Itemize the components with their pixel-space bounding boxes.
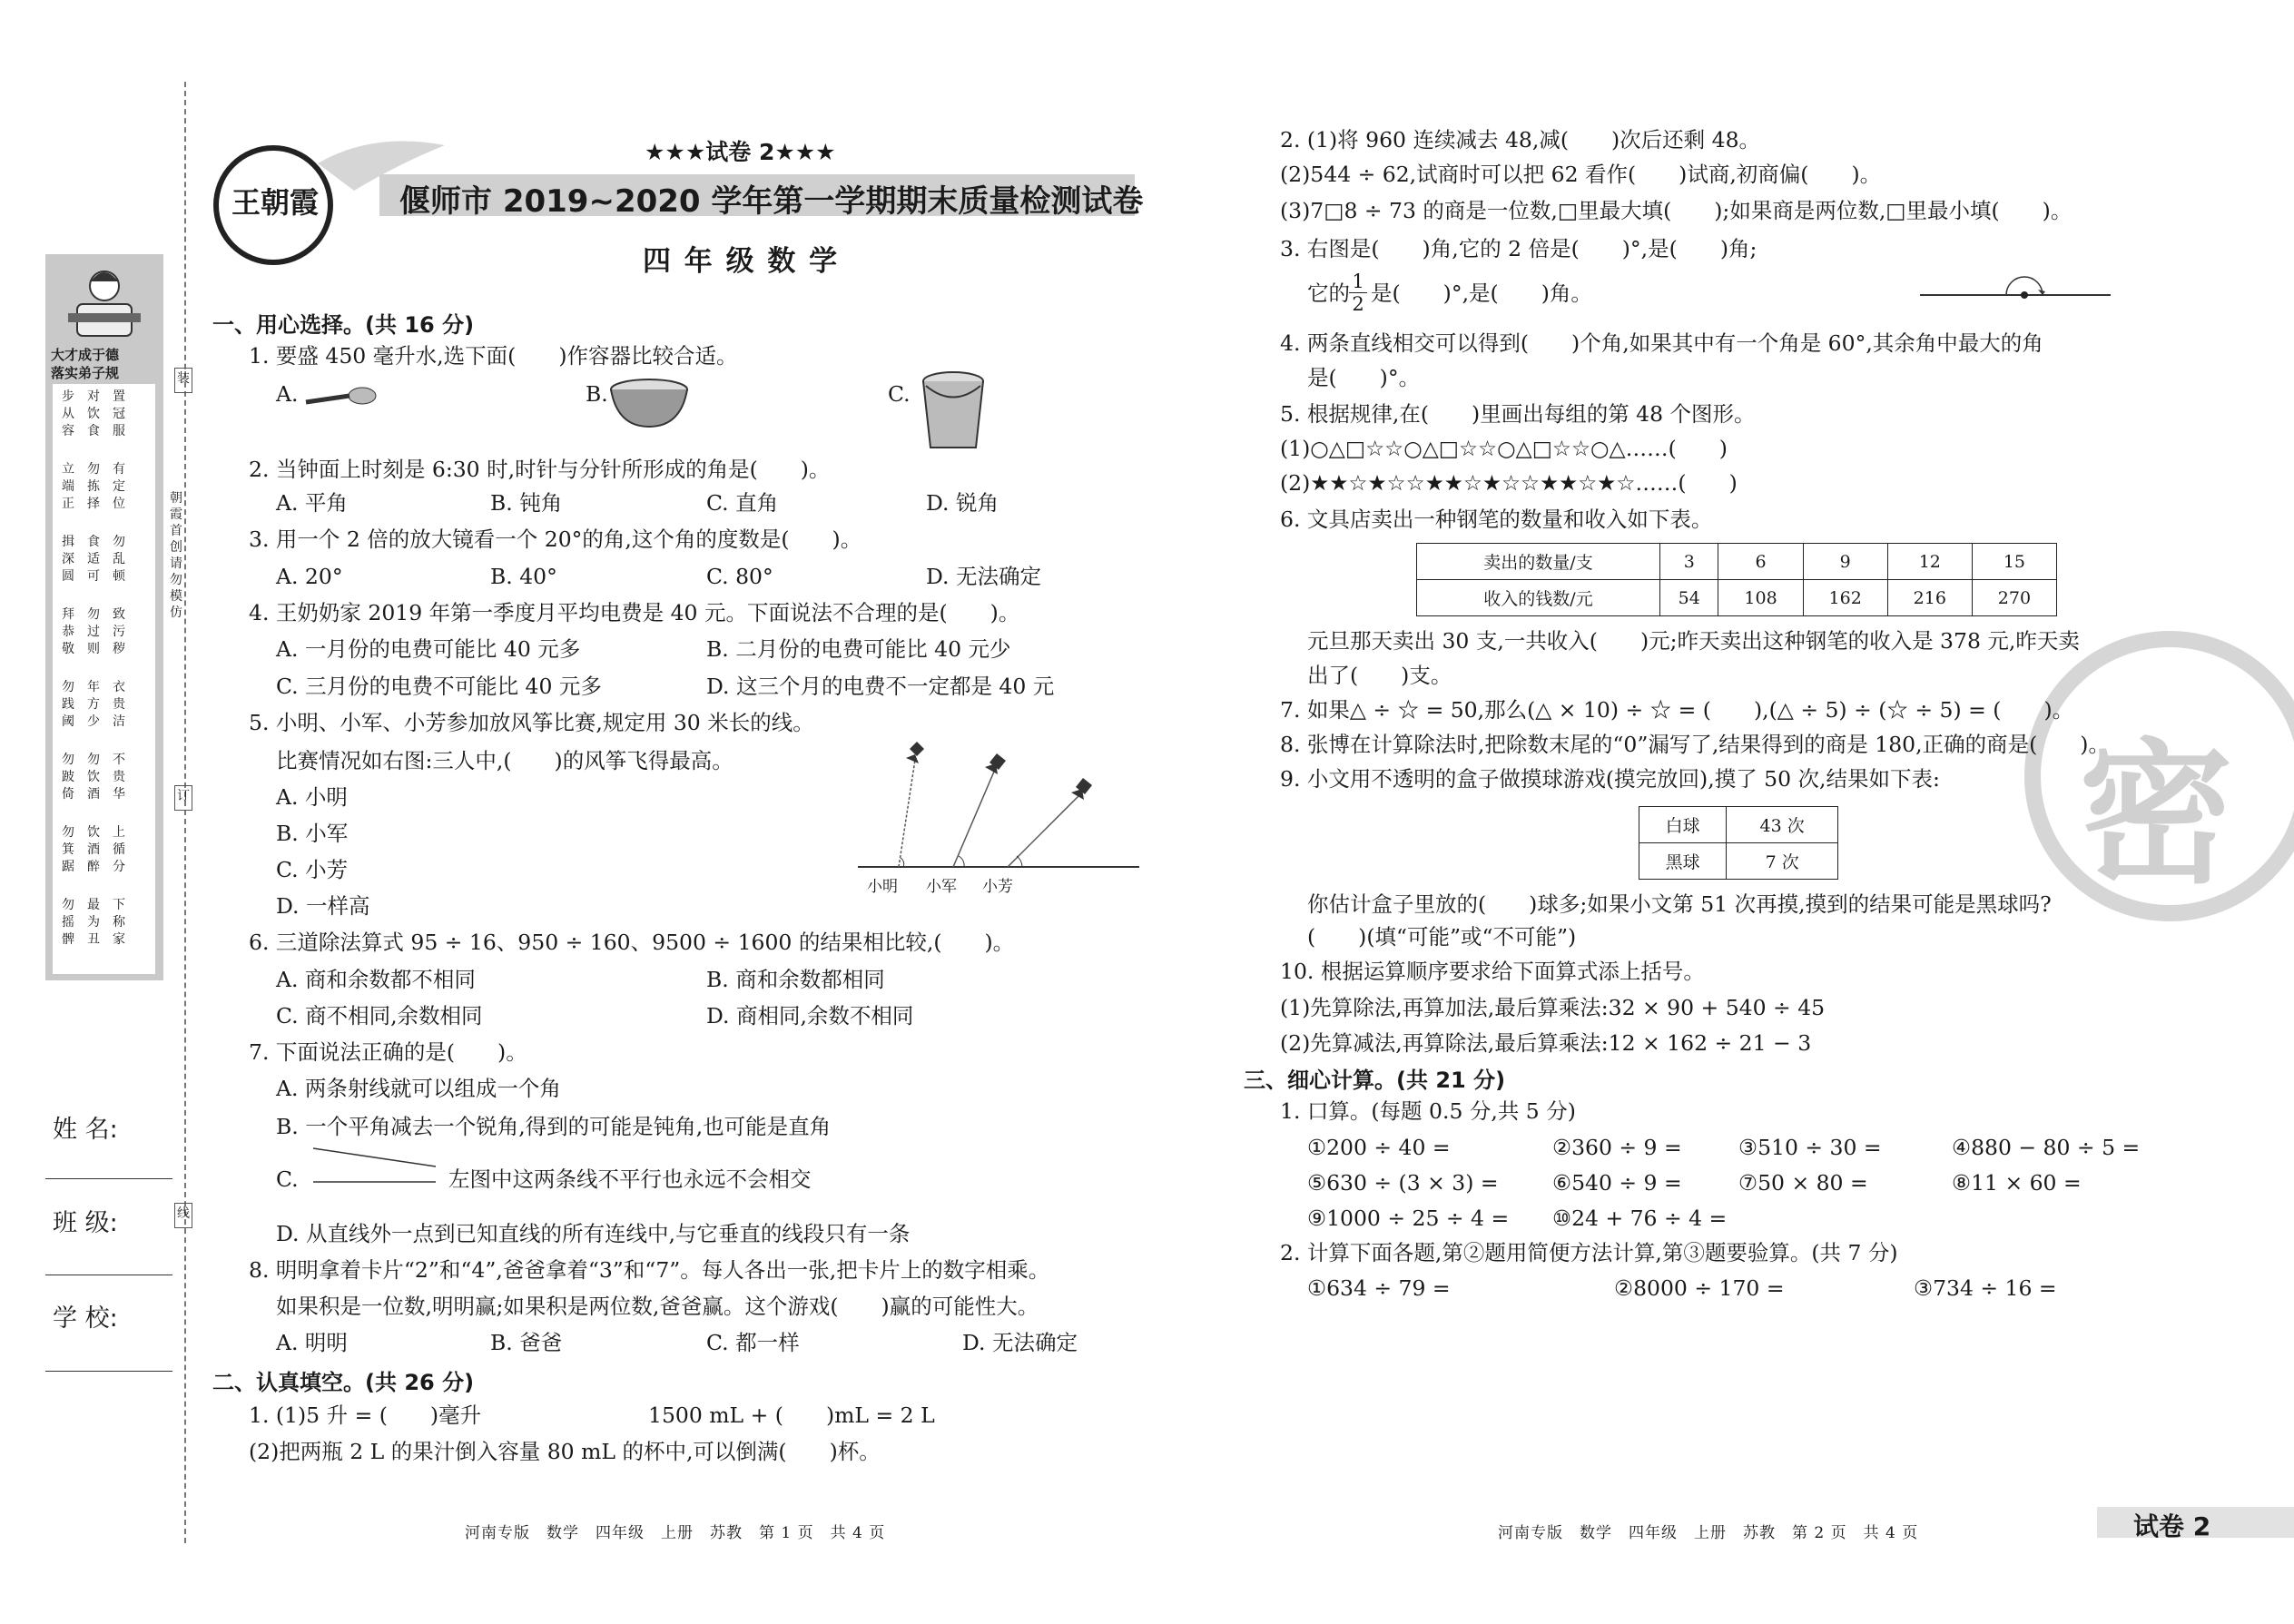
bowl-icon — [608, 377, 690, 431]
motto-column: 饮酒醉 — [87, 825, 100, 874]
oral-8: ⑧11 × 60 = — [1952, 1170, 2082, 1196]
fill-1b: (2)把两瓶 2 L 的果汁倒入容量 80 mL 的杯中,可以倒满( )杯。 — [249, 1439, 881, 1464]
corner-tag: 试卷 2 — [2133, 1511, 2211, 1541]
fill-6c: 出了( )支。 — [1307, 663, 1452, 688]
motto-column: 最为丑 — [87, 898, 100, 947]
motto-column: 勿拣择 — [87, 462, 100, 511]
oral-5: ⑤630 ÷ (3 × 3) = — [1307, 1170, 1499, 1196]
motto-column: 勿跛倚 — [62, 753, 74, 802]
q5-option-b[interactable]: B. 小军 — [276, 821, 349, 846]
scholar-figure-icon — [64, 263, 145, 345]
q8-text: 8. 明明拿着卡片“2”和“4”,爸爸拿着“3”和“7”。每人各出一张,把卡片上的数字相乘。 — [249, 1257, 1050, 1283]
q6-option-a[interactable]: A. 商和余数都不相同 — [276, 967, 476, 992]
exam-title: 偃师市 2019~2020 学年第一学期期末质量检测试卷 — [399, 183, 1144, 220]
q4-option-a[interactable]: A. 一月份的电费可能比 40 元多 — [276, 636, 581, 662]
oral-10: ⑩24 + 76 ÷ 4 = — [1552, 1206, 1728, 1231]
fill-2b: (2)544 ÷ 62,试商时可以把 62 看作( )试商,初商偏( )。 — [1280, 162, 1882, 187]
fill-9c: ( )(填“可能”或“不可能”) — [1307, 924, 1577, 950]
q8-option-b[interactable]: B. 爸爸 — [490, 1330, 563, 1355]
q8-option-d[interactable]: D. 无法确定 — [962, 1330, 1078, 1355]
fill-3b-suffix: 是( )°,是( )角。 — [1371, 281, 1592, 306]
oral-7: ⑦50 × 80 = — [1738, 1170, 1868, 1196]
q1-text: 1. 要盛 450 毫升水,选下面( )作容器比较合适。 — [249, 343, 738, 369]
motto-column: 揖深圆 — [62, 535, 74, 584]
q8-option-a[interactable]: A. 明明 — [276, 1330, 348, 1355]
two-lines-figure — [309, 1144, 445, 1189]
q4-option-c[interactable]: C. 三月份的电费不可能比 40 元多 — [276, 674, 602, 699]
q6-option-b[interactable]: B. 商和余数都相同 — [706, 967, 885, 992]
pen-sales-table — [1416, 543, 2057, 616]
motto-column: 食适可 — [87, 535, 100, 584]
fraction-half: 1 2 — [1349, 271, 1367, 315]
cut-mark-2: 订 — [174, 785, 192, 811]
q3-option-b[interactable]: B. 40° — [490, 564, 557, 589]
fill-7: 7. 如果△ ÷ ☆ = 50,那么(△ × 10) ÷ ☆ = ( ),(△ ÷ 5) ÷ (☆ ÷ 5) = ( )。 — [1280, 697, 2074, 723]
fill-1a: 1. (1)5 升 = ( )毫升 — [249, 1403, 482, 1428]
fill-8: 8. 张博在计算除法时,把除数末尾的“0”漏写了,结果得到的商是 180,正确的商是( )。 — [1280, 732, 2110, 757]
q2-option-a[interactable]: A. 平角 — [276, 490, 348, 516]
q2-option-d[interactable]: D. 锐角 — [926, 490, 999, 516]
oral-9: ⑨1000 ÷ 25 ÷ 4 = — [1307, 1206, 1510, 1231]
motto-column: 年方少 — [87, 680, 100, 729]
motto-column: 衣贵洁 — [113, 680, 125, 729]
fill-6: 6. 文具店卖出一种钢笔的数量和收入如下表。 — [1280, 507, 1713, 532]
oral-2: ②360 ÷ 9 = — [1552, 1135, 1682, 1160]
fill-10b: (2)先算减法,再算除法,最后算乘法:12 × 162 ÷ 21 − 3 — [1280, 1030, 1812, 1056]
calc-2-item-3: ③734 ÷ 16 = — [1914, 1275, 2057, 1301]
side-mark: 朝霞首创 请勿模仿 — [170, 491, 182, 620]
q8-text-2: 如果积是一位数,明明赢;如果积是两位数,爸爸赢。这个游戏( )赢的可能性大。 — [276, 1294, 1039, 1319]
calc-2-item-1: ①634 ÷ 79 = — [1307, 1275, 1451, 1301]
fill-6b: 元旦那天卖出 30 支,一共收入( )元;昨天卖出这种钢笔的收入是 378 元,昨天卖 — [1307, 628, 2080, 654]
q1-option-a[interactable]: A. — [276, 381, 299, 407]
q3-text: 3. 用一个 2 倍的放大镜看一个 20°的角,这个角的度数是( )。 — [249, 527, 862, 552]
table-row: 卖出的数量/支 3 6 9 12 15 — [1417, 544, 2057, 580]
calc-2: 2. 计算下面各题,第②题用简便方法计算,第③题要验算。(共 7 分) — [1280, 1240, 1898, 1265]
fill-4: 4. 两条直线相交可以得到( )个角,如果其中有一个角是 60°,其余角中最大的角 — [1280, 330, 2043, 356]
table-row: 黑球 7 次 — [1639, 843, 1838, 880]
motto-column: 致污秽 — [113, 607, 125, 656]
q2-text: 2. 当钟面上时刻是 6:30 时,时针与分针所形成的角是( )。 — [249, 457, 831, 482]
kite-label-xiaojun: 小军 — [926, 878, 957, 896]
motto-column: 勿过则 — [87, 607, 100, 656]
motto-column: 步从容 — [62, 389, 74, 438]
q3-option-d[interactable]: D. 无法确定 — [926, 564, 1041, 589]
q4-option-d[interactable]: D. 这三个月的电费不一定都是 40 元 — [706, 674, 1055, 699]
motto-column: 拜恭敬 — [62, 607, 74, 656]
motto-column: 上循分 — [113, 825, 125, 874]
motto-column: 勿乱顿 — [113, 535, 125, 584]
binding-line — [184, 82, 186, 1543]
fill-10a: (1)先算除法,再算加法,最后算乘法:32 × 90 + 540 ÷ 45 — [1280, 995, 1826, 1020]
class-label: 班 级: — [53, 1209, 118, 1237]
fill-10: 10. 根据运算顺序要求给下面算式添上括号。 — [1280, 959, 1705, 984]
calc-1: 1. 口算。(每题 0.5 分,共 5 分) — [1280, 1098, 1576, 1124]
fill-9: 9. 小文用不透明的盒子做摸球游戏(摸完放回),摸了 50 次,结果如下表: — [1280, 766, 1940, 792]
bucket-icon — [917, 368, 989, 454]
q5-option-d[interactable]: D. 一样高 — [276, 893, 370, 919]
name-label: 姓 名: — [53, 1116, 118, 1144]
motto-column: 不贵华 — [113, 753, 125, 802]
q5-option-a[interactable]: A. 小明 — [276, 784, 348, 810]
q8-option-c[interactable]: C. 都一样 — [706, 1330, 800, 1355]
motto-column: 勿摇髀 — [62, 898, 74, 947]
straight-angle-figure — [1915, 268, 2115, 304]
ball-result-table — [1639, 806, 1838, 880]
q5-text: 5. 小明、小军、小芳参加放风筝比赛,规定用 30 米长的线。 — [249, 710, 814, 735]
q7-option-c-text: 左图中这两条线不平行也永远不会相交 — [448, 1166, 812, 1192]
q2-option-c[interactable]: C. 直角 — [706, 490, 779, 516]
motto-column: 下称家 — [113, 898, 125, 947]
oral-6: ⑥540 ÷ 9 = — [1552, 1170, 1682, 1196]
section-3-title: 三、细心计算。(共 21 分) — [1244, 1068, 1506, 1093]
q5-option-c[interactable]: C. 小芳 — [276, 857, 349, 882]
fill-9b: 你估计盒子里放的( )球多;如果小文第 51 次再摸,摸到的结果可能是黑球吗? — [1307, 891, 2052, 917]
cut-mark-3: 线 — [174, 1203, 192, 1228]
fill-5b: (2)★★☆★☆☆★★☆★☆☆★★☆★☆……( ) — [1280, 470, 1738, 496]
q6-text: 6. 三道除法算式 95 ÷ 16、950 ÷ 160、9500 ÷ 1600 的结果相比较,( )。 — [249, 930, 1015, 955]
logo-text: 王朝霞 — [231, 185, 320, 220]
q1-option-b[interactable]: B. — [586, 381, 608, 407]
fill-5: 5. 根据规律,在( )里画出每组的第 48 个图形。 — [1280, 401, 1756, 427]
motto-column: 对饮食 — [87, 389, 100, 438]
q7-option-a[interactable]: A. 两条射线就可以组成一个角 — [276, 1076, 561, 1101]
fill-1a-2: 1500 mL + ( )mL = 2 L — [648, 1403, 935, 1428]
motto-column: 勿践阈 — [62, 680, 74, 729]
fill-2a: 2. (1)将 960 连续减去 48,减( )次后还剩 48。 — [1280, 127, 1761, 153]
q5-text-2: 比赛情况如右图:三人中,( )的风筝飞得最高。 — [276, 748, 733, 773]
q3-option-c[interactable]: C. 80° — [706, 564, 773, 589]
kite-diagram — [853, 740, 1144, 876]
oral-3: ③510 ÷ 30 = — [1738, 1135, 1882, 1160]
q1-option-c[interactable]: C. — [888, 381, 911, 407]
spoon-icon — [304, 386, 377, 406]
school-label: 学 校: — [53, 1304, 118, 1333]
motto-column: 勿饮酒 — [87, 753, 100, 802]
right-footer: 河南专版 数学 四年级 上册 苏教 第 2 页 共 4 页 — [1498, 1524, 1919, 1542]
subject-title: 四 年 级 数 学 — [643, 245, 840, 278]
q7-option-d[interactable]: D. 从直线外一点到已知直线的所有连线中,与它垂直的线段只有一条 — [276, 1221, 911, 1246]
motto-column: 置冠服 — [113, 389, 125, 438]
motto-column: 有定位 — [113, 462, 125, 511]
q3-option-a[interactable]: A. 20° — [276, 564, 343, 589]
fill-3: 3. 右图是( )角,它的 2 倍是( )°,是( )角; — [1280, 236, 1757, 261]
table-row: 收入的钱数/元 54 108 162 216 270 — [1417, 580, 2057, 616]
q6-option-c[interactable]: C. 商不相同,余数相同 — [276, 1003, 483, 1029]
q7-text: 7. 下面说法正确的是( )。 — [249, 1039, 527, 1065]
sidebar-slogan-1: 大才成于德 — [51, 347, 120, 363]
kite-label-xiaoming: 小明 — [867, 878, 898, 896]
q7-option-b[interactable]: B. 一个平角减去一个锐角,得到的可能是钝角,也可能是直角 — [276, 1114, 832, 1139]
confidential-seal-text: 密 — [2079, 723, 2234, 905]
left-footer: 河南专版 数学 四年级 上册 苏教 第 1 页 共 4 页 — [465, 1524, 886, 1542]
section-1-title: 一、用心选择。(共 16 分) — [212, 312, 475, 338]
table-row: 白球 43 次 — [1639, 807, 1838, 843]
q6-option-d[interactable]: D. 商相同,余数不相同 — [706, 1003, 914, 1029]
q4-option-b[interactable]: B. 二月份的电费可能比 40 元少 — [706, 636, 1011, 662]
fill-3b-prefix: 它的 — [1307, 281, 1350, 306]
kite-label-xiaofang: 小芳 — [982, 878, 1013, 896]
fill-2c: (3)7□8 ÷ 73 的商是一位数,□里最大填( );如果商是两位数,□里最小填( )。 — [1280, 198, 2072, 223]
calc-2-item-2: ②8000 ÷ 170 = — [1614, 1275, 1785, 1301]
fill-4b: 是( )°。 — [1307, 365, 1421, 390]
name-line[interactable] — [45, 1178, 172, 1179]
school-line[interactable] — [45, 1371, 172, 1372]
q7-option-c[interactable]: C. — [276, 1166, 299, 1192]
sidebar-slogan-2: 落实弟子规 — [51, 365, 120, 381]
section-2-title: 二、认真填空。(共 26 分) — [212, 1370, 475, 1395]
q4-text: 4. 王奶奶家 2019 年第一季度月平均电费是 40 元。下面说法不合理的是( )。 — [249, 600, 1020, 625]
q2-option-b[interactable]: B. 钝角 — [490, 490, 563, 516]
fill-5a: (1)○△□☆☆○△□☆☆○△□☆☆○△……( ) — [1280, 436, 1728, 461]
paper-tag: ★★★试卷 2★★★ — [645, 139, 836, 165]
cut-mark-1: 装 — [174, 368, 192, 393]
motto-column: 立端正 — [62, 462, 74, 511]
oral-4: ④880 − 80 ÷ 5 = — [1952, 1135, 2141, 1160]
oral-1: ①200 ÷ 40 = — [1307, 1135, 1451, 1160]
motto-column: 勿箕踞 — [62, 825, 74, 874]
